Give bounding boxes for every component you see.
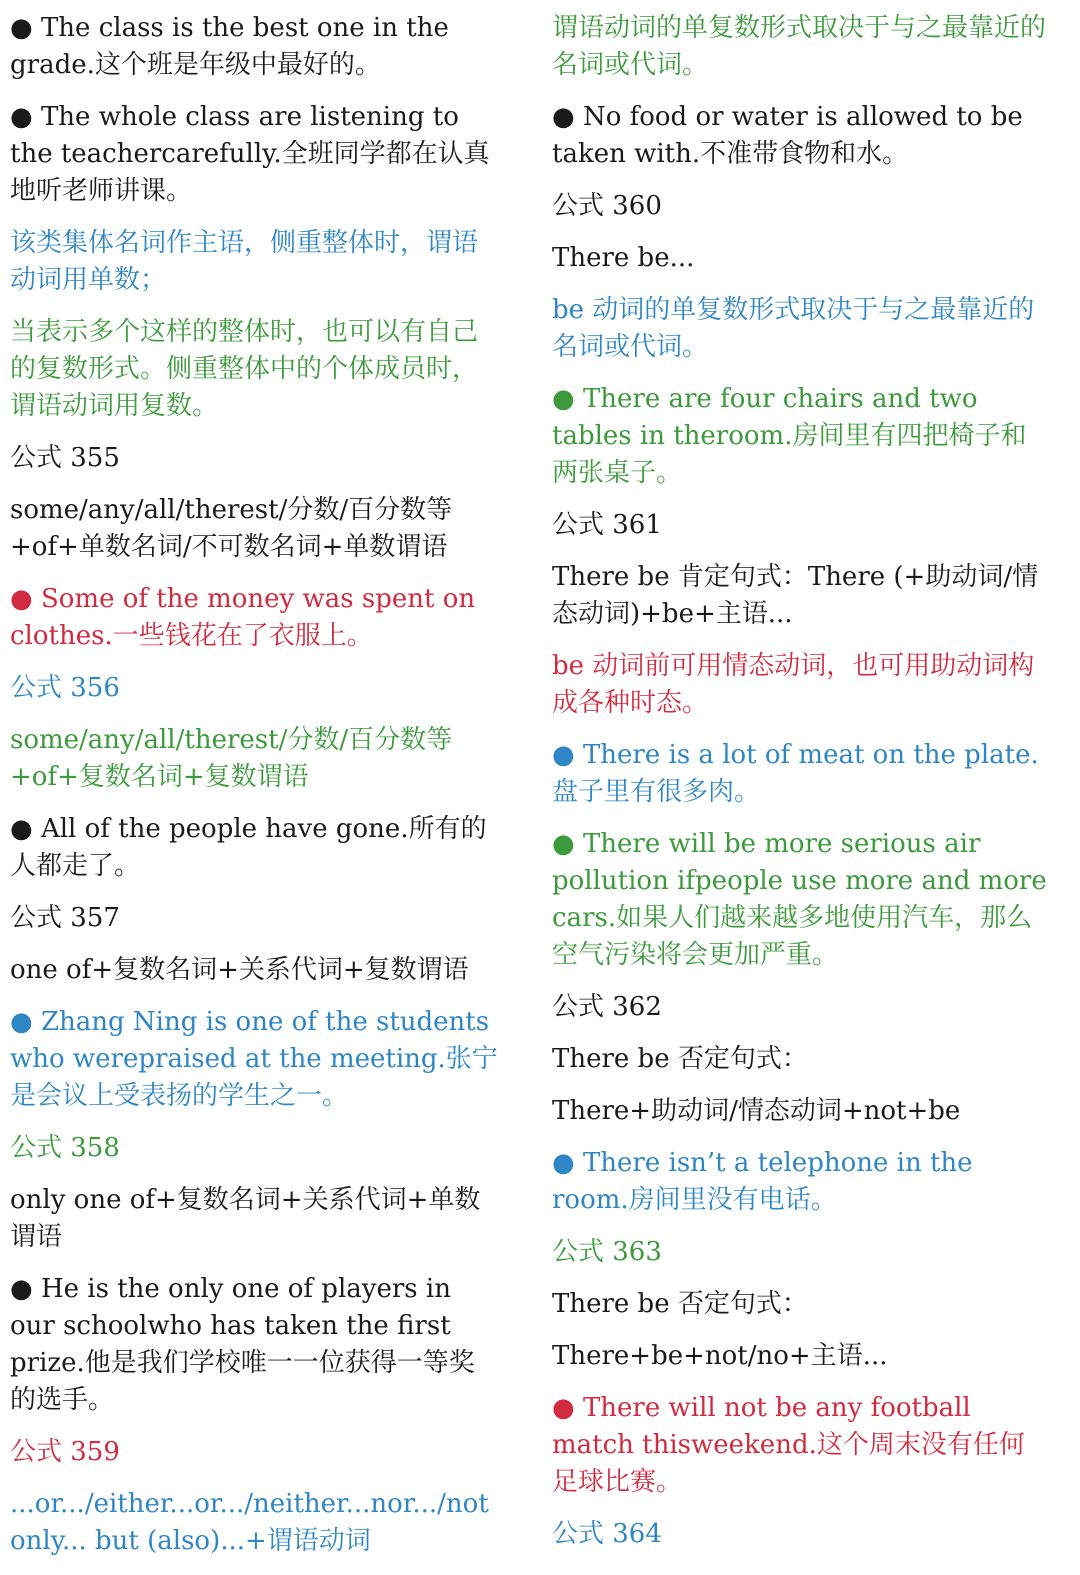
formula-heading: 公式 361 xyxy=(552,510,662,540)
formula-heading: 公式 360 xyxy=(552,191,662,221)
formula-rule: There+助动词/情态动词+not+be xyxy=(552,1096,961,1126)
formula-heading: 公式 356 xyxy=(10,673,120,703)
formula-heading: 公式 364 xyxy=(552,1519,662,1549)
formula-heading: 公式 362 xyxy=(552,992,662,1022)
formula-rule: only one of+复数名词+关系代词+单数谓语 xyxy=(10,1185,481,1252)
example-sentence: ● There is a lot of meat on the plate.盘子里有很多肉。 xyxy=(552,740,1039,807)
right-column xyxy=(552,10,1048,1568)
formula-rule: one of+复数名词+关系代词+复数谓语 xyxy=(10,955,469,985)
formula-heading: 公式 358 xyxy=(10,1133,120,1163)
formula-heading: 公式 357 xyxy=(10,903,120,933)
example-sentence: ● Zhang Ning is one of the students who werepraised at the meeting.张宁是会议上受表扬的学生之一。 xyxy=(10,1007,498,1111)
formula-rule: some/any/all/therest/分数/百分数等+of+单数名词/不可数名词+单数谓语 xyxy=(10,495,453,562)
formula-rule: There be 否定句式： xyxy=(552,1289,808,1319)
formula-rule: There be 否定句式： xyxy=(552,1044,808,1074)
example-sentence: ● There isn’t a telephone in the room.房间里没有电话。 xyxy=(552,1148,973,1215)
left-column xyxy=(10,10,500,1575)
example-sentence: ● Some of the money was spent on clothes.一些钱花在了衣服上。 xyxy=(10,584,476,651)
formula-heading: 公式 363 xyxy=(552,1237,662,1267)
left-paragraph: 该类集体名词作主语，侧重整体时，谓语动词用单数； xyxy=(10,228,479,295)
rule-explanation: 谓语动词的单复数形式取决于与之最靠近的名词或代词。 xyxy=(552,13,1047,80)
formula-rule: There be... xyxy=(552,243,695,273)
example-sentence: ● There will be more serious air pollution ifpeople use more and more cars.如果人们越来越多地使用汽车，那么空气污染将会更加严重。 xyxy=(552,829,1047,970)
formula-rule: some/any/all/therest/分数/百分数等+of+复数名词+复数谓语 xyxy=(10,725,453,792)
formula-rule: There be 肯定句式：There (+助动词/情态动词)+be+主语... xyxy=(552,562,1039,629)
formula-heading: 公式 359 xyxy=(10,1437,120,1467)
left-paragraph: ● The whole class are listening to the teachercarefully.全班同学都在认真地听老师讲课。 xyxy=(10,102,490,206)
formula-heading: 公式 355 xyxy=(10,443,120,473)
example-sentence: ● There will not be any football match thisweekend.这个周末没有任何足球比赛。 xyxy=(552,1393,1025,1497)
example-sentence: ● There are four chairs and two tables in theroom.房间里有四把椅子和两张桌子。 xyxy=(552,384,1027,488)
rule-explanation: be 动词前可用情态动词，也可用助动词构成各种时态。 xyxy=(552,651,1035,718)
rule-explanation: be 动词的单复数形式取决于与之最靠近的名词或代词。 xyxy=(552,295,1035,362)
formula-rule: ...or.../either...or.../neither...nor.../notonly... but (also)...+谓语动词 xyxy=(10,1489,489,1556)
left-paragraph: ● The class is the best one in the grade.这个班是年级中最好的。 xyxy=(10,13,449,80)
example-sentence: ● He is the only one of players in our schoolwho has taken the first prize.他是我们学校唯一一位获得一等奖的选手。 xyxy=(10,1274,475,1415)
example-sentence: ● No food or water is allowed to be taken with.不准带食物和水。 xyxy=(552,102,1023,169)
left-paragraph: 当表示多个这样的整体时，也可以有自己的复数形式。侧重整体中的个体成员时，谓语动词用复数。 xyxy=(10,317,479,421)
example-sentence: ● All of the people have gone.所有的人都走了。 xyxy=(10,814,487,881)
formula-rule: There+be+not/no+主语... xyxy=(552,1341,888,1371)
